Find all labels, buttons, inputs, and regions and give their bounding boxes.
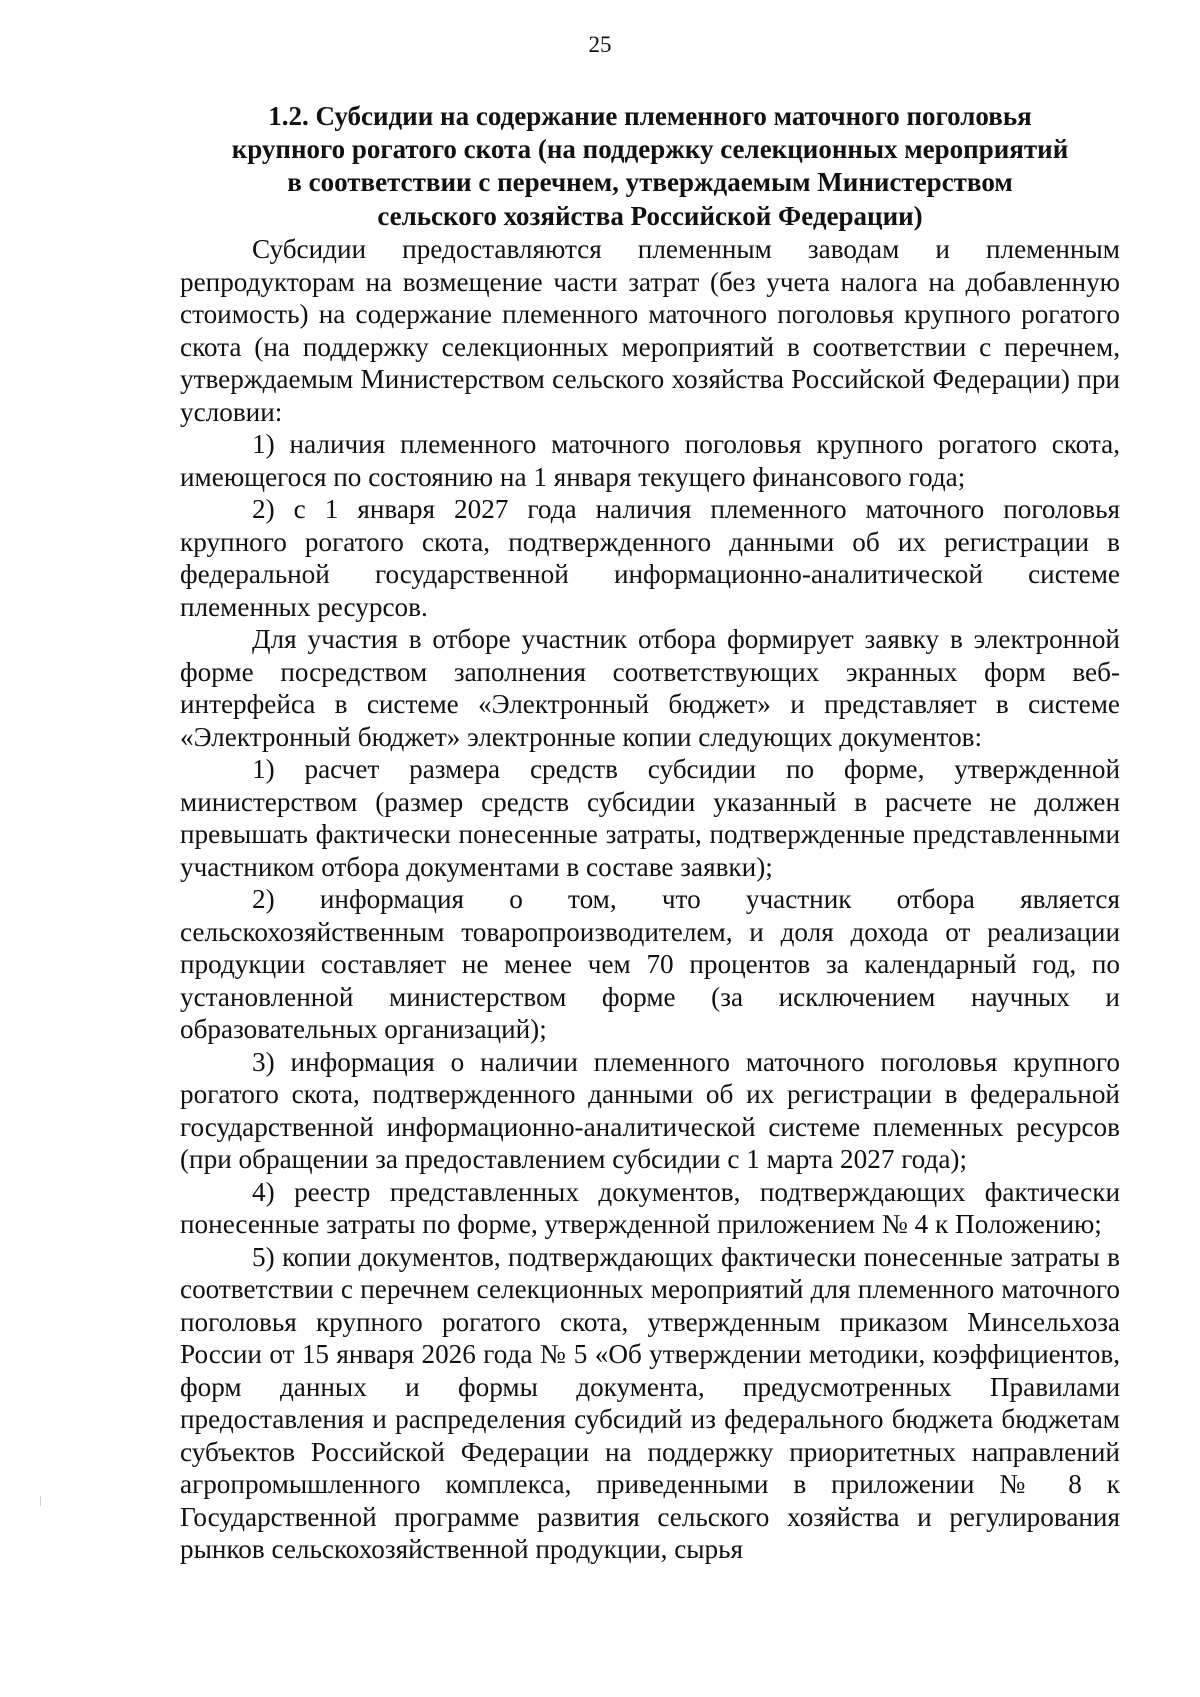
section-heading <box>180 100 1120 233</box>
condition-item-2: 2) с 1 января 2027 года наличия племенного маточного поголовья крупного рогатого скота, подтвержденного данными об их регистрации в федеральной государственной информационно-аналитической системе племенных ресурсов. <box>180 494 1120 622</box>
scan-margin-mark <box>40 1496 41 1506</box>
document-item-3: 3) информация о наличии племенного маточного поголовья крупного рогатого скота, подтвержденного данными об их регистрации в федеральной государственной информационно-аналитической системе племенных ресурсов (при обращении за предоставлением субсидии с 1 марта 2027 года); <box>180 1046 1120 1174</box>
intro-paragraph: Субсидии предоставляются племенным заводам и племенным репродукторам на возмещение части затрат (без учета налога на добавленную стоимость) на содержание племенного маточного поголовья крупного рогатого скота (на поддержку селекционных мероприятий в соответствии с перечнем, утверждаемым Министерством сельского хозяйства Российской Федерации) при условии: <box>180 234 1120 427</box>
document-item-5: 5) копии документов, подтверждающих фактически понесенные затраты в соответствии с перечнем селекционных мероприятий для племенного маточного поголовья крупного рогатого скота, утвержденным приказом Минсельхоза России от 15 января 2026 года № 5 «Об утверждении методики, коэффициентов, форм данных и формы документа, предусмотренных Правилами предоставления и распределения субсидий из федерального бюджета бюджетам субъектов Российской Федерации на поддержку приоритетных направлений агропромышленного комплекса, приведенными в приложении № 8 к Государственной программе развития сельского хозяйства и регулирования рынков сельскохозяйственной продукции, сырья <box>180 1241 1120 1564</box>
section-heading-line: крупного рогатого скота (на поддержку селекционных мероприятий <box>231 134 1069 165</box>
document-item-4: 4) реестр представленных документов, подтверждающих фактически понесенные затраты по форме, утвержденной приложением № 4 к Положению; <box>180 1176 1120 1239</box>
document-body <box>180 233 1120 1566</box>
document-item-2: 2) информация о том, что участник отбора является сельскохозяйственным товаропроизводителем, и доля дохода от реализации продукции составляет не менее чем 70 процентов за календарный год, по установленной министерством форме (за исключением научных и образовательных организаций); <box>180 884 1120 1044</box>
condition-item-1: 1) наличия племенного маточного поголовья крупного рогатого скота, имеющегося по состоянию на 1 января текущего финансового года; <box>180 429 1120 492</box>
section-heading-line: сельского хозяйства Российской Федерации) <box>377 200 923 231</box>
section-heading-line: 1.2. Субсидии на содержание племенного маточного поголовья <box>268 101 1032 131</box>
application-paragraph: Для участия в отборе участник отбора формирует заявку в электронной форме посредством заполнения соответствующих экранных форм веб-интерфейса в системе «Электронный бюджет» и представляет в системе «Электронный бюджет» электронные копии следующих документов: <box>180 624 1120 752</box>
document-item-1: 1) расчет размера средств субсидии по форме, утвержденной министерством (размер средств субсидии указанный в расчете не должен превышать фактически понесенные затраты, подтвержденные представленными участником отбора документами в составе заявки); <box>180 754 1120 882</box>
page-number: 25 <box>588 32 612 57</box>
section-heading-line: в соответствии с перечнем, утверждаемым Министерством <box>287 167 1013 198</box>
